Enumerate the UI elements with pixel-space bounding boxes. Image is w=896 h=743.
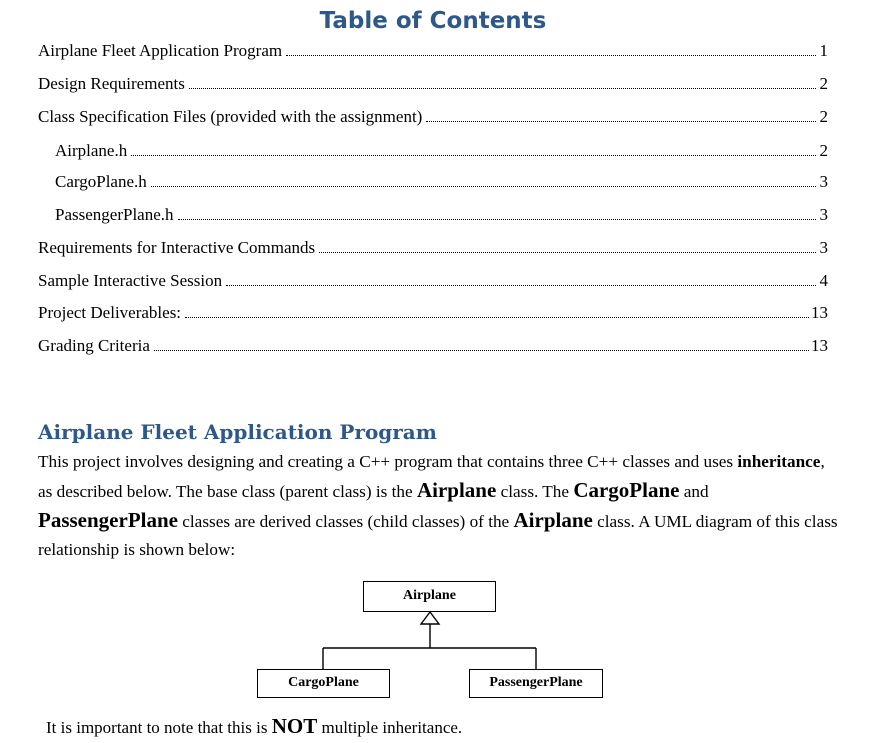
para-text: , as described below. The base class (parent class) is the: [38, 452, 825, 501]
para-text: class. The: [496, 482, 574, 501]
toc-entry-label: PassengerPlane.h: [55, 205, 174, 224]
para-text: and: [679, 482, 709, 501]
para-text: classes are derived classes (child classes) of the: [177, 512, 514, 531]
uml-class-airplane: Airplane: [363, 581, 496, 612]
toc-entry-label: Sample Interactive Session: [38, 271, 223, 290]
note-text: multiple inheritance.: [317, 718, 463, 737]
toc-entry-page: 13: [811, 303, 828, 322]
note-text: It is important to note that this is: [46, 718, 272, 737]
inheritance-arrow-icon: [421, 612, 439, 624]
toc-title: Table of Contents: [319, 8, 547, 34]
para-text: This project involves designing and creating a C++ program that contains three C++ classes and uses: [38, 452, 738, 471]
toc-entry-page: 2: [819, 141, 828, 160]
uml-class-cargoplane: CargoPlane: [257, 669, 390, 698]
class-name: PassengerPlane: [38, 508, 178, 532]
toc-entry-page: 13: [811, 336, 828, 355]
toc-entry-page: 2: [819, 74, 828, 93]
toc-entry-label: Class Specification Files (provided with the assignment): [38, 107, 423, 126]
toc-entry-page: 4: [819, 271, 828, 290]
toc-entry-label: Airplane.h: [55, 141, 128, 160]
toc-entry-label: Grading Criteria: [38, 336, 150, 355]
class-name: Airplane: [416, 478, 497, 502]
section-heading: Airplane Fleet Application Program: [38, 420, 437, 444]
para-text: class. A UML diagram of this class relationship is shown below:: [38, 512, 838, 559]
uml-class-passengerplane: PassengerPlane: [469, 669, 603, 698]
class-name: CargoPlane: [573, 478, 680, 502]
toc-entry-page: 2: [819, 107, 828, 126]
toc-entry-label: CargoPlane.h: [55, 172, 147, 191]
toc-entry-page: 3: [819, 172, 828, 191]
toc-entry-page: 3: [819, 205, 828, 224]
para-bold-term: inheritance: [737, 452, 821, 471]
class-name: Airplane: [513, 508, 593, 532]
toc-entry-label: Design Requirements: [38, 74, 185, 93]
note-emphasis: NOT: [271, 714, 318, 738]
toc-entry-label: Project Deliverables:: [38, 303, 182, 322]
toc-entry-page: 1: [819, 41, 828, 60]
toc-entry-label: Airplane Fleet Application Program: [38, 41, 283, 60]
toc-entry-page: 3: [819, 238, 828, 257]
inheritance-note: [46, 714, 462, 739]
toc-entry-label: Requirements for Interactive Commands: [38, 238, 316, 257]
